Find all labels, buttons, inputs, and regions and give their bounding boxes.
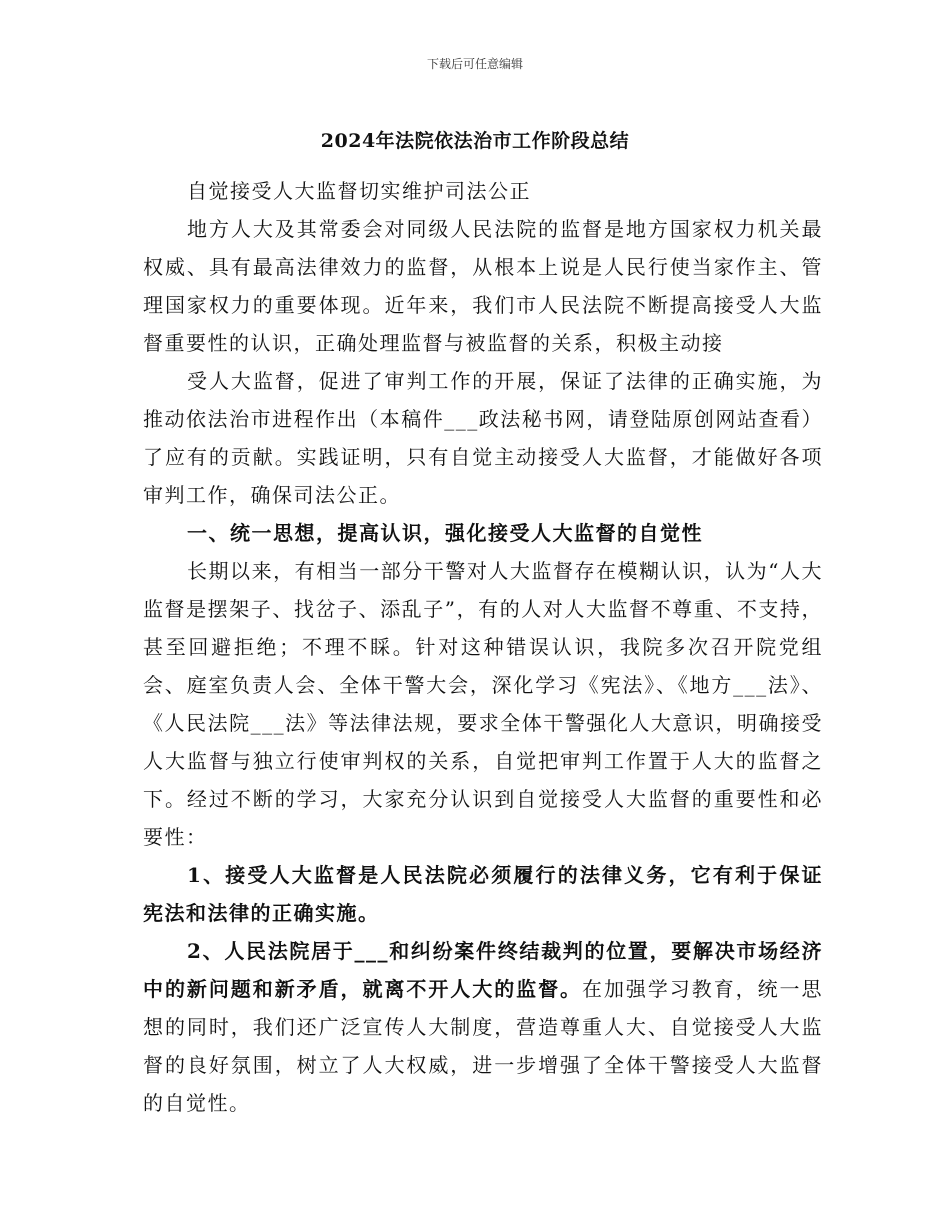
point-bold-text: 2、人民法院居于___和纠纷案件终结裁判的位置，要解决市场经济中的新问题和新矛盾，就离不开人大的监督。 <box>143 939 823 1001</box>
body-paragraph: 受人大监督，促进了审判工作的开展，保证了法律的正确实施，为推动依法治市进程作出（本稿件___政法秘书网，请登陆原创网站查看）了应有的贡献。实践证明，只有自觉主动接受人大监督，才能做好各项审判工作，确保司法公正。 <box>143 369 823 507</box>
body-paragraph: 长期以来，有相当一部分干警对人大监督存在模糊认识，认为“人大监督是摆架子、找岔子、添乱子”，有的人对人大监督不尊重、不支持，甚至回避拒绝；不理不睬。针对这种错误认识，我院多次召开院党组会、庭室负责人会、全体干警大会，深化学习《宪法》、《地方___法》、《人民法院___法》等法律法规，要求全体干警强化人大意识，明确接受人大监督与独立行使审判权的关系，自觉把审判工作置于人大的监督之下。经过不断的学习，大家充分认识到自觉接受人大监督的重要性和必要性： <box>143 559 823 849</box>
section-heading: 一、统一思想，提高认识，强化接受人大监督的自觉性 <box>187 521 703 545</box>
document-body <box>143 172 823 1122</box>
header-note: 下载后可任意编辑 <box>426 57 523 71</box>
body-paragraph: 地方人大及其常委会对同级人民法院的监督是地方国家权力机关最权威、具有最高法律效力的监督，从根本上说是人民行使当家作主、管理国家权力的重要体现。近年来，我们市人民法院不断提高接受人大监督重要性的认识，正确处理监督与被监督的关系，积极主动接 <box>143 217 823 355</box>
point-paragraph: 1、接受人大监督是人民法院必须履行的法律义务，它有利于保证宪法和法律的正确实施。 <box>143 863 823 925</box>
point-continuation-text: 在加强学习教育，统一思想的同时，我们还广泛宣传人大制度，营造尊重人大、自觉接受人大监督的良好氛围，树立了人大权威，进一步增强了全体干警接受人大监督的自觉性。 <box>143 977 823 1115</box>
point-paragraph <box>143 932 823 1122</box>
document-title: 2024年法院依法治市工作阶段总结 <box>320 130 630 152</box>
subtitle-paragraph: 自觉接受人大监督切实维护司法公正 <box>187 179 531 203</box>
